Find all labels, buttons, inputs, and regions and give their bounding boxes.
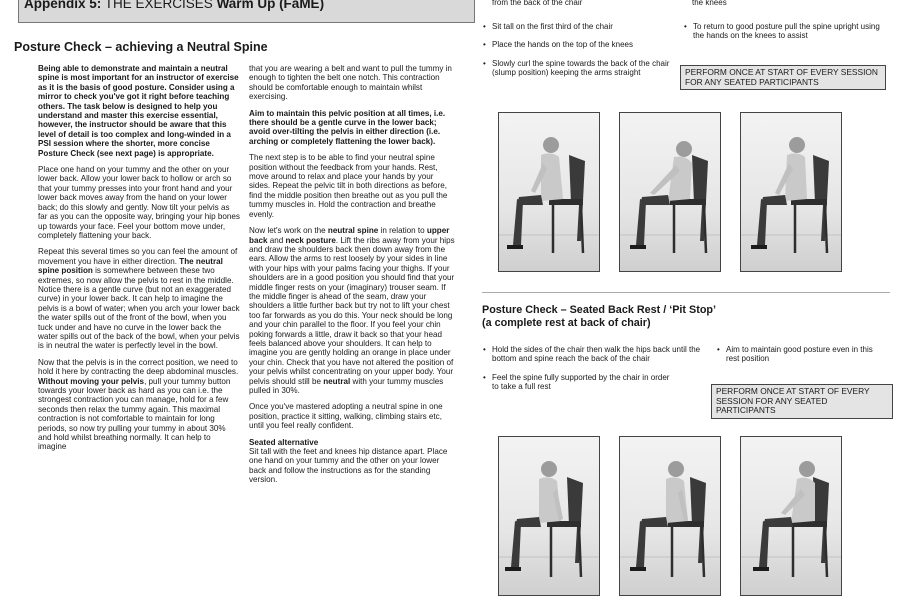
back-rest-bullets-left xyxy=(483,345,705,401)
paragraph xyxy=(38,247,240,350)
bold-run: neutral spine xyxy=(327,226,379,236)
bullet-item: • Slowly curl the spine towards the back of the chair (slump position) keeping the arms straight xyxy=(483,59,678,78)
paragraph: Place one hand on your tummy and the other on your lower back. Allow your lower back to hollow or arch so that your tummy presses into your front hand and your lower back moves away from the hand on your lower back; do this slowly and gently. Now tilt your pelvis as far as you can the opposite way, bringing your hip bones up towards your face. Feel your bottom move under, completely flattening your back. xyxy=(38,165,240,240)
paragraph-bold: Aim to maintain this pelvic position at all times, i.e. there should be a gentle curve in the lower back; avoid over-tilting the pelvis in either direction (i.e. arching or completely flattening the lower back). xyxy=(249,108,446,146)
paragraph xyxy=(38,358,240,452)
slump-bullets-left xyxy=(483,22,678,87)
text-run: , pull your tummy button towards your lower back as hard as you can i.e. the strongest contraction you can manage, hold for a few seconds then relax the tummy again. This maximal contraction is not comfortable to maintain for long periods, so now try pulling your tummy in about 30% and hold whilst breathing normally. It can help to imagine xyxy=(38,376,231,452)
section-title-neutral-spine: Posture Check – achieving a Neutral Spine xyxy=(14,40,268,54)
back-rest-photo-1 xyxy=(498,436,600,596)
cutoff-text-right: the knees xyxy=(692,0,727,7)
cutoff-text-left: from the back of the chair xyxy=(492,0,583,7)
paragraph xyxy=(249,226,455,395)
bullet-item: • Feel the spine fully supported by the chair in order to take a full rest xyxy=(483,373,672,392)
seated-posture-photo-return xyxy=(740,112,842,272)
bold-run: Without moving your pelvis xyxy=(38,376,145,386)
text-run: . Lift the ribs away from your hips and draw the shoulders back then down away from the ears. Allow the arms to rest loosely by your sides in line with your hips with your palms facing your thighs. If your shoulders are in a good position you should find that your middle finger rests on your (imaginary) trouser seam. If the middle finger is ahead of the seam, draw your shoulders a little further back but try not to lift your chest too far forwards as you do this. Your neck should be long and your chin parallel to the floor. If you feel your chin poking forwards a little, draw it back so that your head feels balanced above your shoulders. It can help to imagine you are gently holding an orange in place under your chin. Check that you have not altered the position of your pelvis whilst concentrating on your upper body. Your pelvis should still be xyxy=(249,235,455,386)
bold-run: upper back xyxy=(249,226,450,245)
paragraph: that you are wearing a belt and want to pull the tummy in enough to tighten the belt one notch. This contraction should be comfortable enough to maintain whilst exercising. xyxy=(249,64,452,102)
bullet-item: • Aim to maintain good posture even in this rest position xyxy=(717,345,887,364)
bold-run: The neutral spine position xyxy=(38,256,223,276)
intro-paragraph: Being able to demonstrate and maintain a neutral spine is most important for an instructor of exercise as it is the basis of good posture. Consider using a mirror to check you've got it right before teaching others. The task below is designed to help you understand and master this exercise essential, however, the instructor should be aware that this level of detail is too complex and long-winded in a PSI session where the shorter, more concise Posture Check (see next page) is appropriate. xyxy=(38,64,239,158)
paragraph: Sit tall with the feet and knees hip distance apart. Place one hand on your tummy and the other on your lower back and follow the instructions as for the standing version. xyxy=(249,447,448,485)
text-run: Now that the pelvis is in the correct position, we need to hold it here by contracting the deep abdominal muscles. xyxy=(38,357,239,377)
back-rest-bullets-right xyxy=(717,345,887,373)
bullet-item: • Hold the sides of the chair then walk the hips back until the bottom and spine reach the back of the chair xyxy=(483,345,705,364)
appendix-header xyxy=(24,0,324,11)
bold-run: neck posture xyxy=(285,235,336,245)
perform-note-top: PERFORM ONCE AT START OF EVERY SESSION FOR ANY SEATED PARTICIPANTS xyxy=(680,65,886,90)
text-run: with your tummy muscles pulled in 30%. xyxy=(249,376,444,395)
section-divider xyxy=(482,292,890,293)
paragraph: The next step is to be able to find your neutral spine position without the feedback from your hands. Rest, move around to relax and place your hands by your sides. Repeat the pelvic tilt in both directions as before, find the middle position then breathe out as you pull the tummy muscles in. Hold the contraction and breathe evenly. xyxy=(249,153,448,219)
seated-woman-illustration xyxy=(741,437,841,595)
text-run: in relation to xyxy=(378,226,427,236)
bullet-item: • Sit tall on the first third of the chair xyxy=(483,22,678,31)
seated-woman-illustration xyxy=(620,437,720,595)
bullet-item: • Place the hands on the top of the knees xyxy=(483,40,678,49)
paragraph: Once you've mastered adopting a neutral spine in one position, practice it sitting, walking, climbing stairs etc, until you feel really confident. xyxy=(249,402,443,431)
back-rest-photo-3 xyxy=(740,436,842,596)
header-part-3: Warm Up (FaME) xyxy=(216,0,325,11)
section-title-back-rest xyxy=(482,304,716,330)
back-rest-photo-2 xyxy=(619,436,721,596)
seated-woman-illustration xyxy=(499,437,599,595)
header-part-2: THE EXERCISES xyxy=(101,0,217,11)
text-run: is somewhere between these two extremes, so now allow the pelvis to rest in the middle. Notice there is a gentle curve (but not an exaggerated curve) in your lower back. It can help to imagine the pelvis is a bowl of water; when you arch your lower back the water spills out of the front of the bowl, when you tuck under and have no curve in the lower back the water spills out of the back of the bowl, when your pelvis is in neutral the water is perfectly level in the bowl. xyxy=(38,266,240,351)
slump-bullets-right xyxy=(684,22,884,50)
seated-posture-photo-slump xyxy=(619,112,721,272)
title-line: (a complete rest at back of chair) xyxy=(482,317,651,329)
text-run: Now let's work on the xyxy=(249,226,328,236)
bold-run: neutral xyxy=(323,376,351,386)
seated-woman-illustration xyxy=(499,113,599,271)
perform-note-bottom: PERFORM ONCE AT START OF EVERY SESSION FOR ANY SEATED PARTICIPANTS xyxy=(711,384,893,419)
seated-posture-photo-upright xyxy=(498,112,600,272)
text-column-2 xyxy=(249,64,455,492)
bullet-item: • To return to good posture pull the spine upright using the hands on the knees to assist xyxy=(684,22,884,41)
title-line: Posture Check – Seated Back Rest / ‘Pit Stop’ xyxy=(482,304,717,316)
seated-alternative-heading: Seated alternative xyxy=(249,437,319,447)
seated-woman-illustration xyxy=(620,113,720,271)
text-run: and xyxy=(267,235,286,245)
seated-woman-illustration xyxy=(741,113,841,271)
text-run: Repeat this several times so you can feel the amount of movement you have in either direction. xyxy=(38,247,238,266)
text-column-1 xyxy=(38,64,240,459)
header-part-1: Appendix 5: xyxy=(24,0,102,11)
